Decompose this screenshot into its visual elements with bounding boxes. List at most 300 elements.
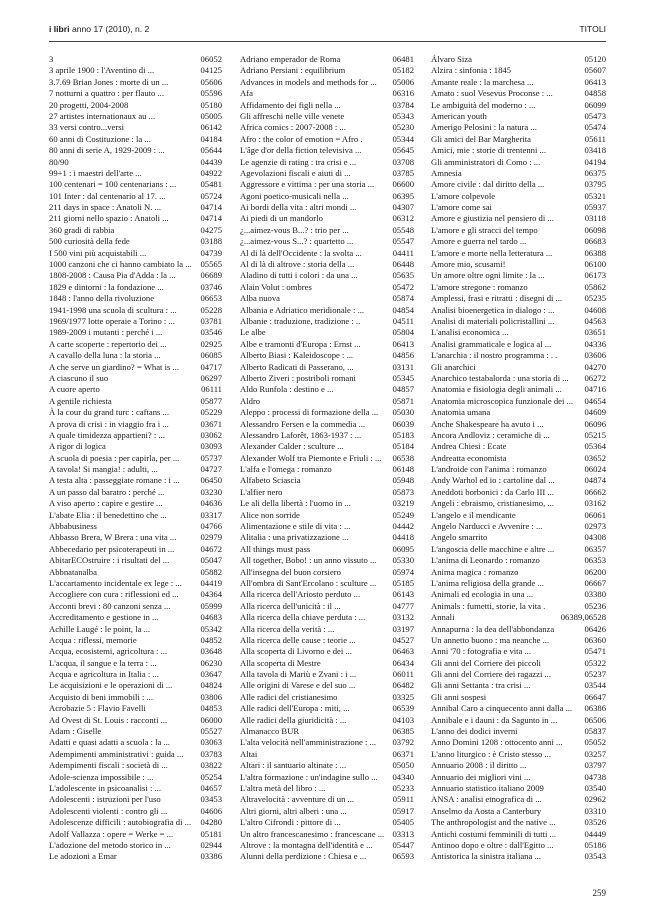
index-entry	[240, 658, 414, 669]
index-entry	[240, 157, 414, 168]
entry-number: 05344	[392, 133, 414, 144]
index-entry	[431, 703, 606, 714]
index-entry	[49, 475, 222, 486]
index-entry	[49, 145, 222, 156]
entry-title: 3	[49, 54, 54, 64]
entry-number: 03652	[584, 452, 606, 463]
entry-title: Adam : Giselle	[49, 726, 102, 737]
entry-title: L'âge d'or della fiction televisiva ...	[240, 145, 362, 156]
entry-title: L'accartamento incidentale ex lege : ...	[49, 577, 182, 588]
entry-title: Analisi bioenergetica in dialogo : ...	[431, 304, 555, 315]
entry-title: A cuore aperto	[49, 384, 100, 395]
entry-number: 05724	[200, 190, 222, 201]
entry-title: The anthropologist and the native ...	[431, 817, 556, 828]
entry-number: 06011	[392, 669, 414, 680]
entry-number: 03546	[200, 327, 222, 338]
index-entry	[431, 168, 606, 179]
entry-number: 06600	[392, 179, 414, 190]
index-entry	[49, 384, 222, 395]
index-entry	[240, 453, 414, 464]
entry-number: 03543	[584, 851, 606, 862]
entry-title: 1000 canzoni che ci hanno cambiato la ...	[49, 259, 192, 270]
entry-title: Adempimenti amministrativi : guida ...	[49, 748, 184, 759]
entry-number: 02973	[584, 521, 606, 532]
entry-number: 03797	[584, 760, 606, 771]
entry-title: Alessandro Fersen e la commedia ...	[240, 418, 366, 429]
entry-number: 03062	[200, 429, 222, 440]
entry-title: Albania e Adriatico meridionale : ...	[240, 304, 365, 315]
entry-number: 05254	[200, 771, 222, 782]
index-entry	[49, 305, 222, 316]
entry-number: 04336	[584, 338, 606, 349]
entry-title: 33 versi contro...versi	[49, 122, 124, 133]
entry-title: Alle origini di Varese e del suo ...	[240, 680, 356, 691]
entry-number: 03781	[200, 315, 222, 326]
entry-number: 05874	[392, 293, 414, 304]
index-entry	[240, 350, 414, 361]
entry-title: All'insegna del buon corsiero	[240, 566, 341, 577]
entry-number: 05230	[392, 122, 414, 133]
index-entry	[431, 669, 606, 680]
index-entry	[240, 407, 414, 418]
index-entry	[49, 293, 222, 304]
index-entry	[431, 282, 606, 293]
index-entry	[431, 339, 606, 350]
entry-number: 03310	[584, 805, 606, 816]
index-entry	[431, 475, 606, 486]
entry-title: Antichi costumi femminili di tutti ...	[431, 828, 557, 839]
index-entry	[49, 589, 222, 600]
entry-number: 03219	[392, 498, 414, 509]
entry-title: Amato : suol Vesevus Proconse : ...	[431, 88, 553, 99]
entry-number: 04854	[392, 304, 414, 315]
entry-title: Le agenzie di rating : tra crisi e ...	[240, 156, 357, 167]
section-title: TITOLI	[579, 24, 606, 34]
index-entry	[431, 419, 606, 430]
entry-number: 04739	[200, 247, 222, 258]
index-entry	[240, 544, 414, 555]
index-entry	[49, 567, 222, 578]
entry-number: 03784	[392, 99, 414, 110]
index-entry	[431, 783, 606, 794]
entry-title: L'anno dei dodici inverni	[431, 726, 518, 737]
entry-title: A ciascuno il suo	[49, 372, 109, 383]
entry-title: Amore e giustizia nel pensiero di ...	[431, 213, 554, 224]
entry-number: 05120	[584, 54, 606, 64]
index-entry	[49, 327, 222, 338]
entry-title: L'amore e morte nella letteratura ...	[431, 247, 553, 258]
entry-title: 500 curiosità della fede	[49, 236, 130, 247]
entry-number: 06653	[200, 293, 222, 304]
entry-number: 05474	[584, 122, 606, 133]
entry-number: 05737	[200, 452, 222, 463]
entry-number: 06099	[584, 99, 606, 110]
index-entry	[240, 680, 414, 691]
entry-title: Aleppo : processi di formazione della ...	[240, 407, 379, 418]
entry-number: 05911	[392, 794, 414, 805]
index-entry	[240, 510, 414, 521]
entry-title: Álvaro Siza	[431, 54, 472, 64]
entry-title: Gli amministratori di Como : ...	[431, 156, 541, 167]
entry-number: 04194	[584, 156, 606, 167]
index-entry	[240, 88, 414, 99]
index-entry	[431, 134, 606, 145]
entry-title: Adolf Vallazza : opere = Werke = ...	[49, 828, 174, 839]
entry-number: 04439	[200, 156, 222, 167]
entry-title: L'altra formazione : un'indagine sullo ...	[240, 771, 378, 782]
entry-title: Anima magica : romanzo	[431, 566, 519, 577]
index-entry	[240, 293, 414, 304]
index-entry	[240, 498, 414, 509]
entry-number: 05249	[392, 509, 414, 520]
index-entry	[49, 453, 222, 464]
entry-title: Ai piedi di un mandorlo	[240, 213, 323, 224]
index-entry	[49, 441, 222, 452]
entry-title: Annuario dei migliori vini ...	[431, 771, 531, 782]
entry-number: 05182	[392, 65, 414, 76]
index-entry	[240, 362, 414, 373]
entry-title: L'amore e gli stracci del tempo	[431, 224, 538, 235]
entry-number: 04527	[392, 634, 414, 645]
entry-number: 03540	[584, 783, 606, 793]
entry-title: Animals : fumetti, storie, la vita .	[431, 600, 546, 611]
entry-title: Adempimenti fiscali : società di ...	[49, 760, 168, 771]
entry-number: 05052	[584, 737, 606, 748]
entry-title: Agoni poetico-musicali nella ...	[240, 190, 349, 201]
index-entry	[431, 737, 606, 748]
entry-number: 06360	[584, 634, 606, 645]
entry-title: Alain Volut : ombres	[240, 281, 312, 292]
entry-title: L'angelo e il mendicante	[431, 509, 516, 520]
index-entry	[240, 851, 414, 862]
entry-title: Anno Domini 1208 : ottocento anni ...	[431, 737, 563, 748]
index-entry	[49, 430, 222, 441]
entry-number: 03118	[584, 213, 606, 224]
entry-title: L'amore come sai	[431, 202, 492, 213]
entry-title: Alla ricerca della chiave perduta : ...	[240, 612, 366, 623]
index-entry	[431, 772, 606, 783]
entry-number: 03453	[200, 794, 222, 805]
entry-title: L'adolescente in psicoanalisi : ...	[49, 783, 161, 793]
index-entry	[431, 145, 606, 156]
entry-title: Adriano Persiani : equilibrium	[240, 65, 346, 76]
index-entry	[431, 749, 606, 760]
entry-title: Altravelocità : avventure di un ...	[240, 794, 355, 805]
index-entry	[49, 134, 222, 145]
index-entry	[49, 77, 222, 88]
entry-title: Le acquisizioni e le operazioni di ...	[49, 680, 173, 691]
entry-title: Alla scoperta di Mestre	[240, 657, 321, 668]
entry-number: 05937	[584, 202, 606, 213]
entry-number: 03197	[392, 623, 414, 634]
index-entry	[49, 635, 222, 646]
index-entry	[431, 453, 606, 464]
index-entry	[49, 829, 222, 840]
entry-title: Alla scoperta di Livorno e dei ...	[240, 646, 352, 657]
entry-number: 06200	[584, 566, 606, 577]
entry-number: 06395	[392, 190, 414, 201]
entry-title: Annali	[431, 612, 455, 623]
index-entry	[49, 202, 222, 213]
entry-number: 06143	[392, 589, 414, 600]
index-entry	[431, 179, 606, 190]
entry-title: I 500 vini più acquistabili ...	[49, 247, 147, 258]
entry-number: 05804	[392, 327, 414, 338]
index-entry	[240, 202, 414, 213]
index-entry	[49, 248, 222, 259]
entry-title: 3 aprile 1900 : l'Aventino di ...	[49, 65, 155, 76]
entry-number: 06061	[584, 509, 606, 520]
index-entry	[49, 464, 222, 475]
entry-number: 06413	[392, 338, 414, 349]
entry-title: Alla ricerca delle cause : teorie ...	[240, 634, 356, 645]
entry-number: 05917	[392, 805, 414, 816]
index-entry	[49, 749, 222, 760]
entry-number: 04608	[584, 304, 606, 315]
entry-number: 05321	[584, 190, 606, 201]
index-entry	[431, 589, 606, 600]
entry-number: 04340	[392, 771, 414, 782]
entry-title: Alle radici della giuridicità : ...	[240, 714, 347, 725]
entry-number: 03651	[584, 327, 606, 338]
entry-title: All together, Bobo! : un anno vissuto ...	[240, 555, 377, 566]
entry-number: 06481	[392, 54, 414, 64]
entry-number: 06096	[584, 418, 606, 429]
entry-number: 05948	[392, 475, 414, 486]
entry-title: Gli affreschi nelle ville venete	[240, 110, 345, 121]
entry-number: 04716	[584, 384, 606, 395]
index-entry	[240, 612, 414, 623]
entry-title: Alitalia : una privatizzazione ...	[240, 532, 349, 543]
index-entry	[49, 270, 222, 281]
entry-number: 04563	[584, 315, 606, 326]
entry-number: 06463	[392, 646, 414, 657]
index-entry	[431, 851, 606, 862]
entry-title: L'altro Cifrondi : pittore di ...	[240, 817, 341, 828]
index-entry	[49, 772, 222, 783]
entry-number: 06357	[584, 543, 606, 554]
entry-number: 05405	[392, 817, 414, 828]
entry-number: 05611	[584, 133, 606, 144]
index-entry	[240, 305, 414, 316]
entry-title: Alla ricerca della verità : ...	[240, 623, 335, 634]
entry-title: 1829 e dintorni : la fondazione ...	[49, 281, 164, 292]
index-entry	[431, 213, 606, 224]
entry-title: A un passo dal baratro : perché ...	[49, 486, 165, 497]
entry-title: Andrea Chiesi : Ecate	[431, 441, 507, 452]
entry-number: 05050	[392, 760, 414, 771]
entry-title: Amplessi, frasi e ritratti : disegni di ...	[431, 293, 563, 304]
entry-number: 06647	[584, 691, 606, 702]
entry-title: Antinoo dopo e oltre : dall'Egitto ...	[431, 839, 554, 850]
index-entry	[431, 464, 606, 475]
entry-number: 04727	[200, 464, 222, 475]
entry-number: 06142	[200, 122, 222, 133]
entry-number: 05322	[584, 657, 606, 668]
entry-number: 06039	[392, 418, 414, 429]
entry-number: 04766	[200, 521, 222, 532]
entry-number: 06375	[584, 167, 606, 178]
index-entry	[431, 646, 606, 657]
entry-number: 04419	[200, 577, 222, 588]
entry-number: 03822	[200, 760, 222, 771]
index-entry	[431, 54, 606, 65]
entry-number: 05345	[392, 372, 414, 383]
index-entry	[49, 680, 222, 691]
entry-title: L'abate Elia : il benedettino che ...	[49, 509, 167, 520]
entry-number: 06272	[584, 372, 606, 383]
entry-title: Gli anni Settanta : tra crisi ...	[431, 680, 531, 691]
entry-number: 04442	[392, 521, 414, 532]
entry-number: 05181	[200, 828, 222, 839]
entry-number: 06297	[200, 372, 222, 383]
entry-title: Le albe	[240, 327, 266, 338]
entry-number: 04874	[584, 475, 606, 486]
entry-number: 04856	[392, 350, 414, 361]
index-column-1	[49, 54, 222, 863]
journal-info	[49, 24, 149, 34]
index-entry	[431, 111, 606, 122]
entry-number: 05236	[584, 600, 606, 611]
entry-number: 04857	[392, 384, 414, 395]
index-entry	[240, 111, 414, 122]
entry-number: 03647	[200, 669, 222, 680]
entry-title: Analisi grammaticale e logica al ...	[431, 338, 552, 349]
entry-title: Annuario statistico italiano 2009	[431, 783, 544, 793]
entry-title: Agevolazioni fiscali e aiuti di ...	[240, 167, 351, 178]
entry-title: Alice non sorride	[240, 509, 300, 520]
index-entry	[49, 806, 222, 817]
entry-title: 3.7.69 Brian Jones : morte di un ...	[49, 76, 169, 87]
entry-number: 03188	[200, 236, 222, 247]
index-entry	[49, 487, 222, 498]
index-entry	[240, 248, 414, 259]
entry-title: Alexander Wolf tra Piemonte e Friuli : ...	[240, 452, 382, 463]
index-entry	[240, 270, 414, 281]
entry-number: 02925	[200, 338, 222, 349]
index-entry	[240, 726, 414, 737]
entry-title: ¿...aimez-vous S...? : quartetto ...	[240, 236, 354, 247]
entry-title: L'adozione del metodo storico in ...	[49, 839, 171, 850]
index-entry	[431, 407, 606, 418]
index-entry	[431, 327, 606, 338]
entry-number: 04654	[584, 395, 606, 406]
entry-title: Anarchico testabalorda : una storia di ...	[431, 372, 569, 383]
entry-number: 05635	[392, 270, 414, 281]
entry-number: 04717	[200, 361, 222, 372]
entry-title: Affidamento dei figli nella ...	[240, 99, 341, 110]
entry-number: 06173	[584, 270, 606, 281]
entry-number: 04858	[584, 88, 606, 99]
entry-title: L'analisi economica ...	[431, 327, 509, 338]
index-entry	[431, 498, 606, 509]
entry-title: Acconti brevi : 80 canzoni senza ...	[49, 600, 171, 611]
entry-number: 03544	[584, 680, 606, 691]
entry-title: 1989-2009 i mutanti : perché i ...	[49, 327, 163, 338]
index-entry	[240, 567, 414, 578]
entry-title: A viso aperto : capire e gestire ...	[49, 498, 163, 509]
entry-title: 211 giorni nello spazio : Anatoli ...	[49, 213, 169, 224]
index-entry	[431, 715, 606, 726]
entry-number: 05006	[392, 76, 414, 87]
entry-number: 05447	[392, 839, 414, 850]
index-entry	[431, 555, 606, 566]
entry-number: 06413	[584, 76, 606, 87]
entry-title: Amnesia	[431, 167, 462, 178]
entry-number: 06111	[201, 384, 222, 395]
index-entry	[240, 134, 414, 145]
entry-number: 05030	[392, 407, 414, 418]
index-entry	[431, 373, 606, 384]
index-entry	[240, 327, 414, 338]
index-entry	[49, 658, 222, 669]
index-entry	[431, 441, 606, 452]
entry-number: 03093	[200, 441, 222, 452]
entry-number: 04714	[200, 202, 222, 213]
index-entry	[49, 840, 222, 851]
entry-title: Alimentazione e stile di vita : ...	[240, 521, 351, 532]
index-entry	[240, 168, 414, 179]
entry-number: 03162	[584, 498, 606, 509]
entry-title: 20 progetti, 2004-2008	[49, 99, 129, 110]
entry-title: Un amore oltre ogni limite : la ...	[431, 270, 545, 281]
entry-number: 05877	[200, 395, 222, 406]
entry-title: Amante reale : la marchesa ...	[431, 76, 534, 87]
index-entry	[49, 122, 222, 133]
index-entry	[240, 475, 414, 486]
entry-number: 04683	[200, 612, 222, 623]
index-entry	[240, 122, 414, 133]
entry-title: L'alfa e l'omega : romanzo	[240, 464, 332, 475]
entry-title: 60 anni di Costituzione : la ...	[49, 133, 151, 144]
entry-title: L'acqua, il sangue e la terra : ...	[49, 657, 157, 668]
entry-title: L'alfier nero	[240, 486, 283, 497]
entry-number: 05473	[584, 110, 606, 121]
entry-title: Amici, mie : storie di trentenni ...	[431, 145, 546, 156]
entry-number: 04280	[200, 817, 222, 828]
index-entry	[240, 783, 414, 794]
index-entry	[240, 749, 414, 760]
entry-number: 06312	[392, 213, 414, 224]
entry-title: 1848 : l'anno della rivoluzione	[49, 293, 155, 304]
index-entry	[431, 88, 606, 99]
entry-title: Angeli : ebraismo, cristianesimo, ...	[431, 498, 554, 509]
entry-number: 03418	[584, 145, 606, 156]
entry-number: 04308	[584, 532, 606, 543]
entry-title: 211 days in space : Anatoli N. ...	[49, 202, 162, 213]
entry-number: 05547	[392, 236, 414, 247]
index-entry	[240, 487, 414, 498]
index-entry	[240, 441, 414, 452]
index-entry	[431, 726, 606, 737]
entry-title: 80 anni di serie A, 1929-2009 : ...	[49, 145, 165, 156]
entry-title: Alla ricerca dell'unicità : il ...	[240, 600, 341, 611]
entry-number: 06539	[392, 703, 414, 714]
entry-title: Achille Laugé : le point, la ...	[49, 623, 151, 634]
entry-title: Acqua : riflessi, memorie	[49, 634, 137, 645]
index-entry	[240, 54, 414, 65]
entry-title: Aldro	[240, 395, 261, 406]
index-entry	[240, 145, 414, 156]
index-entry	[431, 122, 606, 133]
entry-title: Alberto Biasi : Kaleidoscope : ...	[240, 350, 354, 361]
index-entry	[431, 65, 606, 76]
index-entry	[49, 544, 222, 555]
entry-number: 03795	[584, 179, 606, 190]
index-entry	[431, 430, 606, 441]
entry-number: 04511	[392, 315, 414, 326]
index-entry	[431, 293, 606, 304]
